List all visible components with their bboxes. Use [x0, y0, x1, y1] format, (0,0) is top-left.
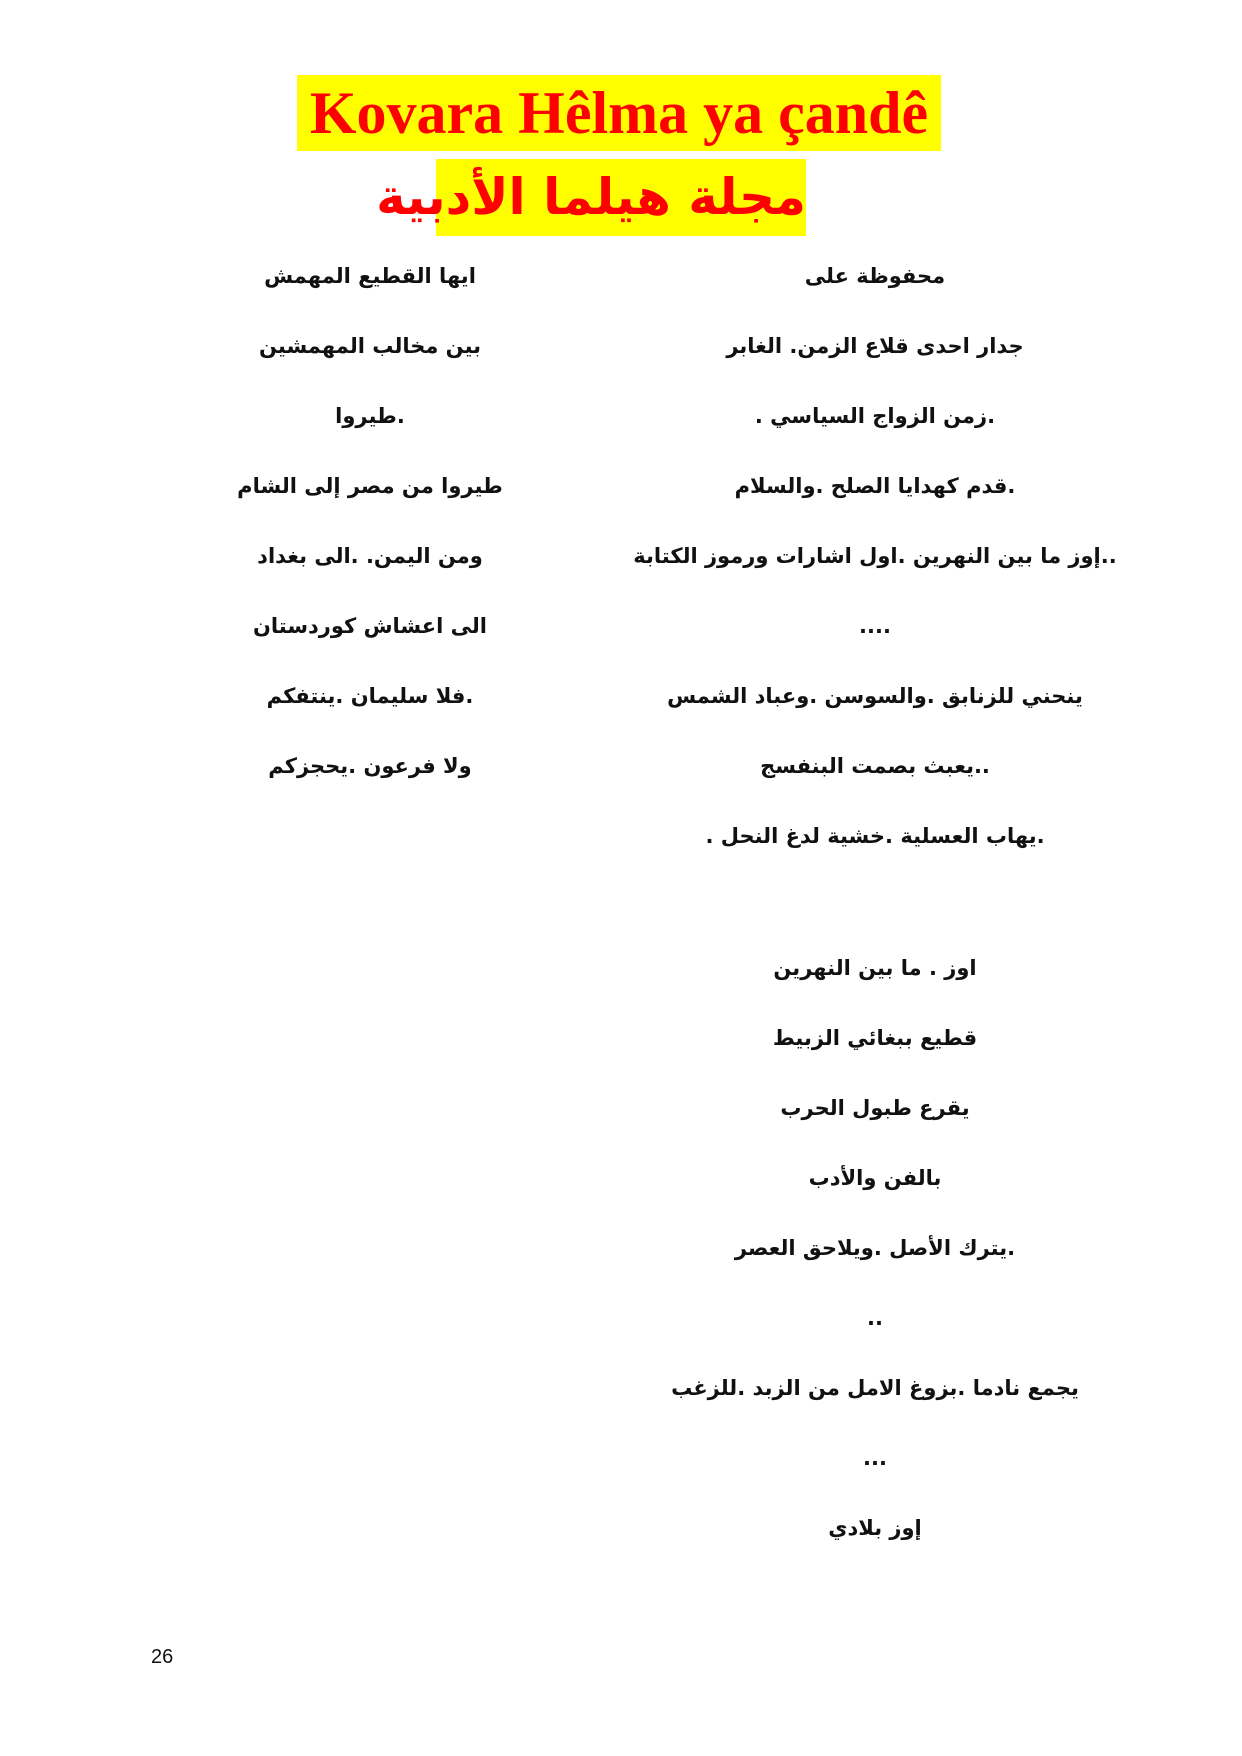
poem-line: ...: [863, 1446, 887, 1470]
poem-line: اوز . ما بين النهرين: [773, 956, 977, 980]
poem-line: ..: [867, 1306, 883, 1330]
poem-line: ومن اليمن. .الى بغداد: [257, 544, 483, 568]
poem-line: ينحني للزنابق .والسوسن .وعباد الشمس: [667, 684, 1083, 708]
poem-line: .فلا سليمان .ينتفكم: [266, 684, 474, 708]
poem-line: ....: [859, 614, 891, 638]
poem-line: محفوظة على: [804, 264, 946, 288]
poem-line: بالفن والأدب: [808, 1166, 942, 1190]
magazine-title-latin: Kovara Hêlma ya çandê: [297, 75, 941, 151]
poem-line: ..يعبث بصمت البنفسج: [760, 754, 990, 778]
poem-line: يجمع نادما .بزوغ الامل من الزبد .للزغب: [671, 1376, 1079, 1400]
poem-line: إوز بلادي: [828, 1516, 922, 1540]
poem-line: .طيروا: [335, 404, 405, 428]
stanza-break: [610, 886, 1140, 948]
poem-right-column: [610, 256, 1140, 1578]
poem-line: طيروا من مصر إلى الشام: [237, 474, 503, 498]
poem-line: ..إوز ما بين النهرين .اول اشارات ورموز الكتابة: [633, 544, 1117, 568]
poem-line: .يترك الأصل .ويلاحق العصر: [734, 1236, 1016, 1260]
poem-left-column: [210, 256, 530, 816]
poem-line: جدار احدى قلاع الزمن. الغابر: [726, 334, 1024, 358]
poem-line: ايها القطيع المهمش: [264, 264, 476, 288]
magazine-title-arabic: مجلة هيلما الأدبية: [436, 159, 806, 236]
poem-line: ولا فرعون .يحجزكم: [268, 754, 472, 778]
poem-line: .يهاب العسلية .خشية لدغ النحل .: [705, 824, 1045, 848]
poem-line: .قدم كهدايا الصلح .والسلام: [734, 474, 1016, 498]
page-number: 26: [151, 1646, 174, 1668]
poem-line: الى اعشاش كوردستان: [252, 614, 487, 638]
poem-line: قطيع ببغائي الزبيط: [772, 1026, 978, 1050]
poem-line: يقرع طبول الحرب: [780, 1096, 970, 1120]
poem-line: .زمن الزواج السياسي .: [754, 404, 996, 428]
poem-line: بين مخالب المهمشين: [258, 334, 482, 358]
